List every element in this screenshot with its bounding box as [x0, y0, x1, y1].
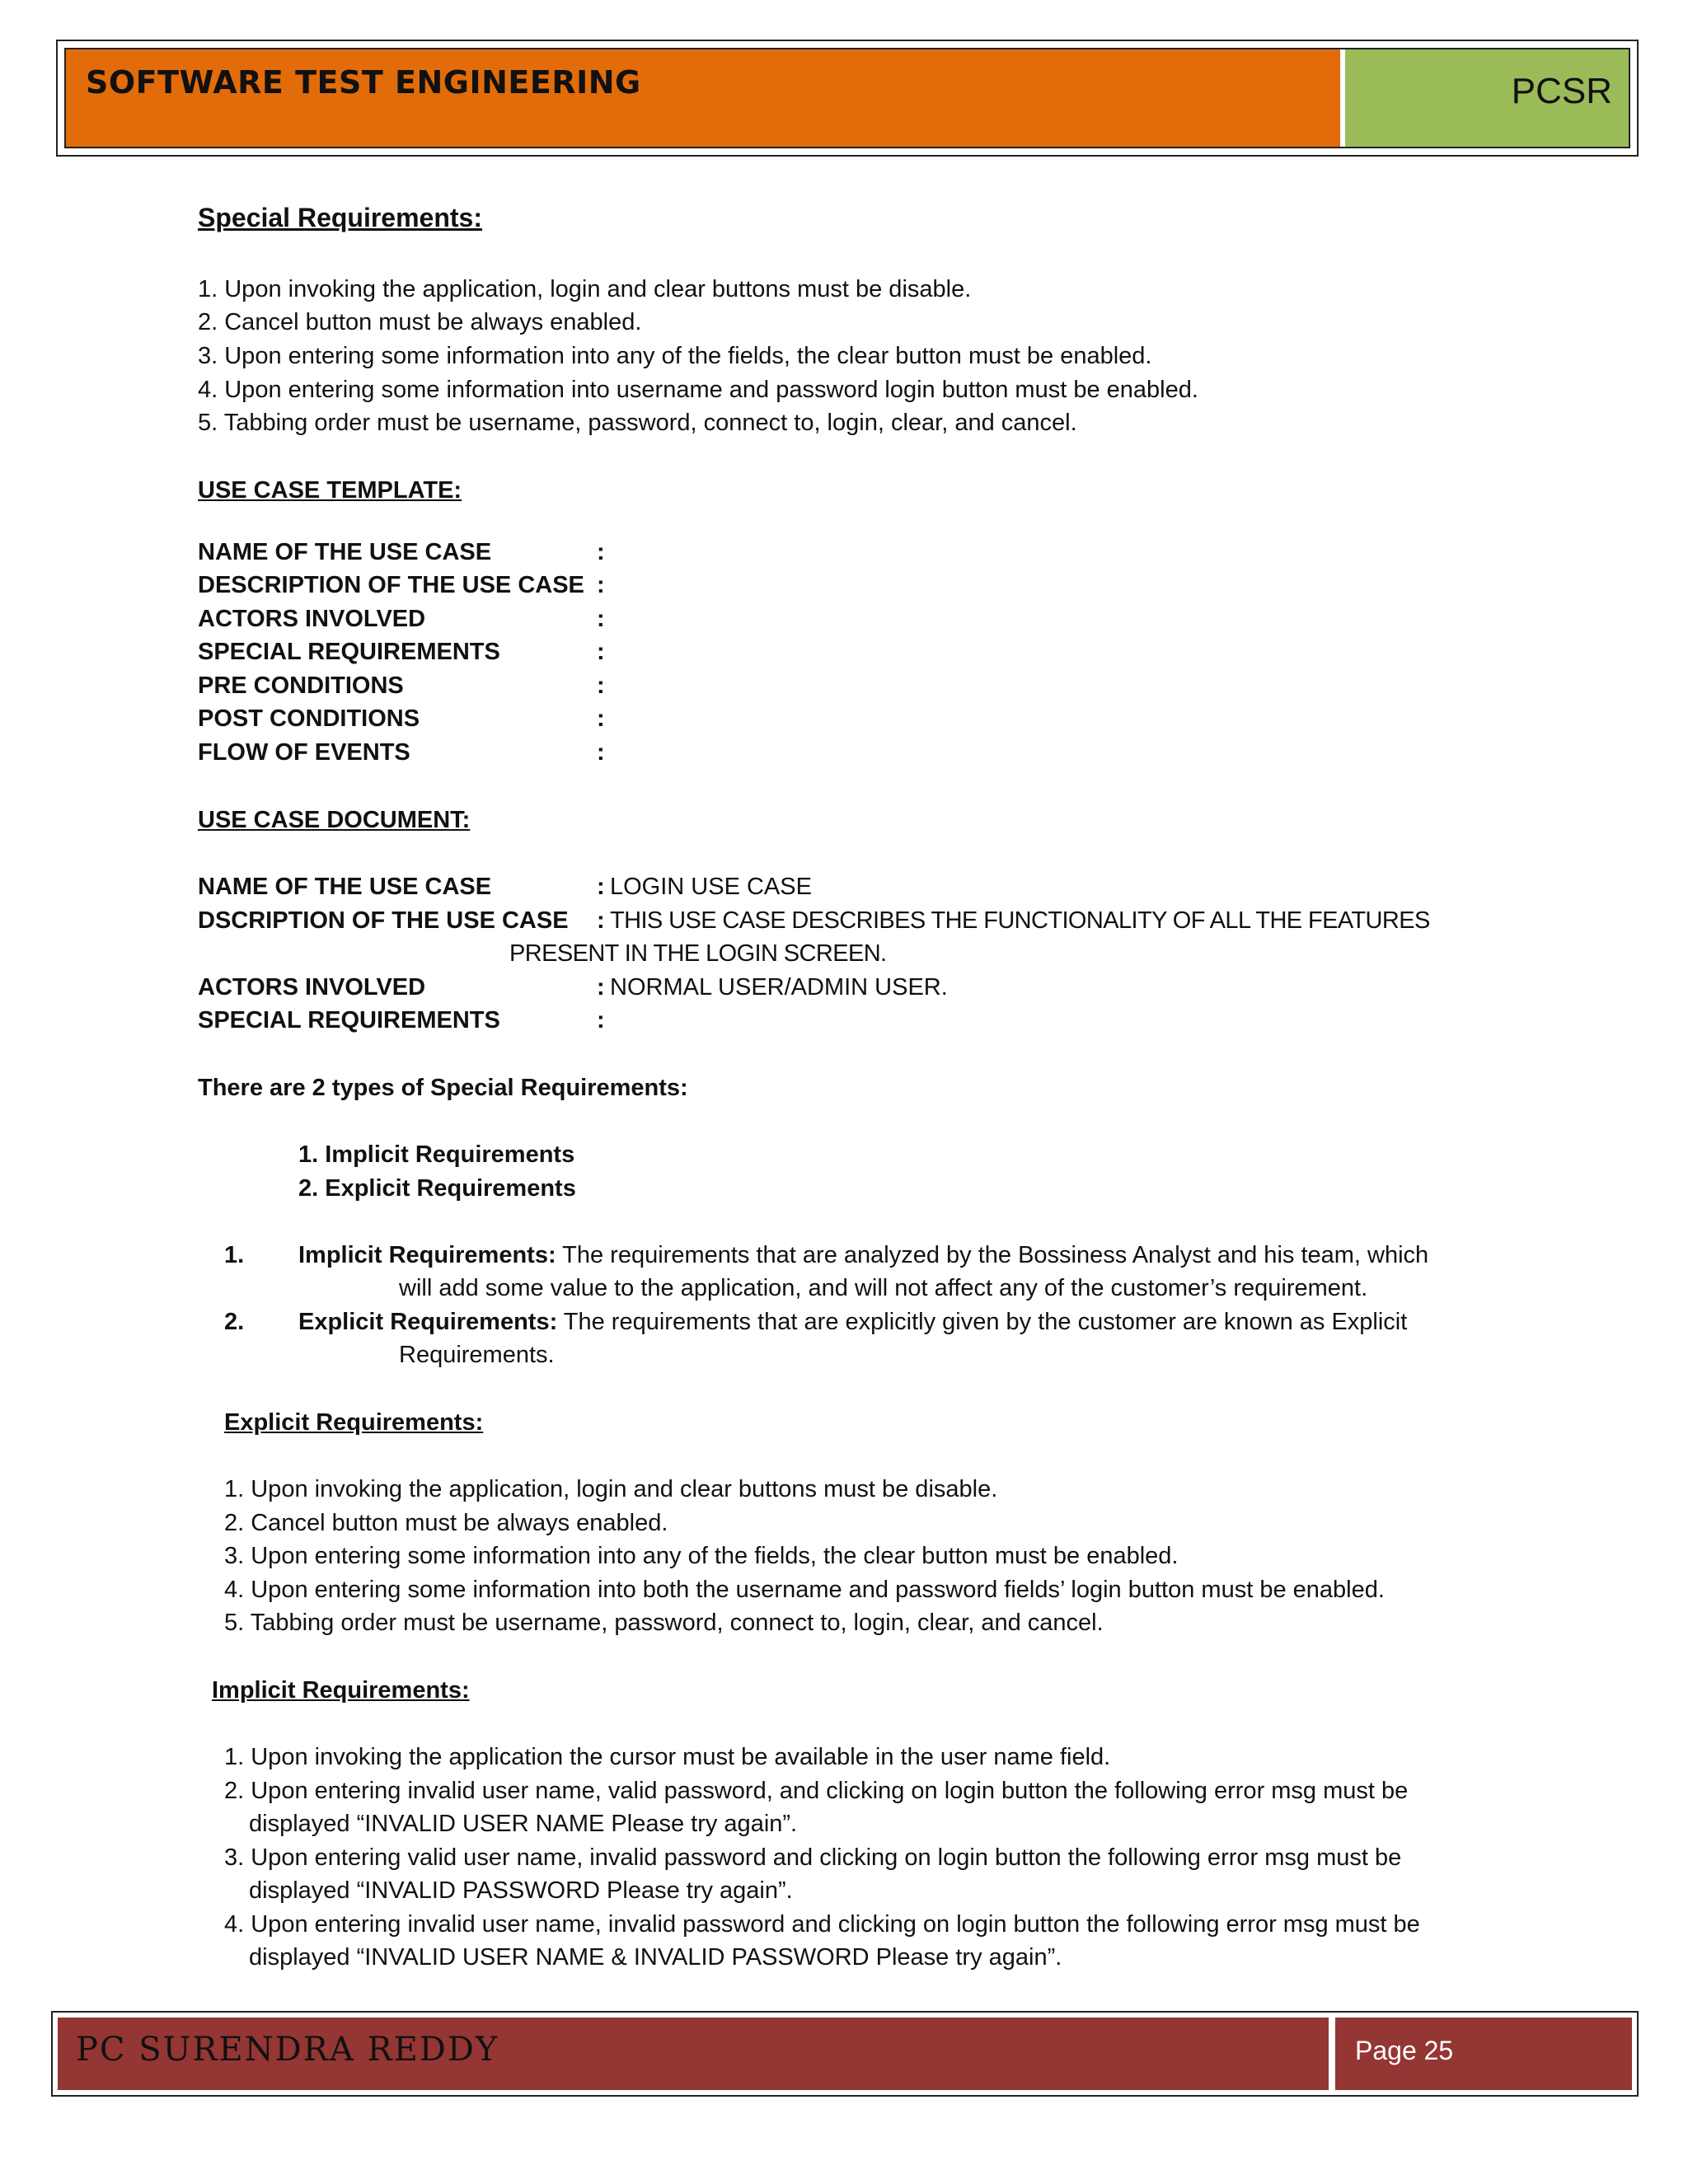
template-colon: :	[597, 539, 605, 565]
page-header-inner	[64, 48, 1630, 148]
document-value-continuation: PRESENT IN THE LOGIN SCREEN.	[509, 940, 887, 967]
definition-implicit	[298, 1240, 1428, 1270]
template-colon: :	[597, 673, 605, 699]
page-footer	[51, 2011, 1639, 2097]
implicit-requirement-line: 1. Upon invoking the application the cursor must be available in the user name field.	[224, 1744, 1111, 1770]
implicit-requirement-line: displayed “INVALID PASSWORD Please try again”.	[249, 1877, 793, 1904]
document-field-value: NORMAL USER/ADMIN USER.	[610, 974, 948, 1001]
template-field-label: NAME OF THE USE CASE	[198, 539, 492, 565]
explicit-requirement-item: 3. Upon entering some information into any of the fields, the clear button must be enabled.	[224, 1543, 1179, 1569]
template-field-label: FLOW OF EVENTS	[198, 739, 410, 766]
implicit-requirement-line: 4. Upon entering invalid user name, invalid password and clicking on login button the following error msg must be	[224, 1911, 1420, 1938]
special-requirements-heading: Special Requirements:	[198, 203, 482, 232]
header-title: SOFTWARE TEST ENGINEERING	[86, 64, 641, 101]
implicit-requirement-line: 2. Upon entering invalid user name, valid password, and clicking on login button the following error msg must be	[224, 1778, 1409, 1804]
footer-page-panel	[1335, 2018, 1632, 2090]
definition-continuation: will add some value to the application, and will not affect any of the customer’s requirement.	[399, 1275, 1368, 1301]
special-requirement-item: 5. Tabbing order must be username, password, connect to, login, clear, and cancel.	[198, 410, 1077, 436]
explicit-requirement-item: 5. Tabbing order must be username, password, connect to, login, clear, and cancel.	[224, 1610, 1104, 1636]
explicit-requirement-item: 2. Cancel button must be always enabled.	[224, 1510, 668, 1536]
template-colon: :	[597, 606, 605, 632]
implicit-requirement-line: 3. Upon entering valid user name, invalid password and clicking on login button the following error msg must be	[224, 1844, 1402, 1871]
types-list-item: 1. Implicit Requirements	[298, 1141, 575, 1168]
definition-explicit	[298, 1307, 1407, 1337]
document-field-label: ACTORS INVOLVED	[198, 974, 426, 1001]
implicit-requirement-line: displayed “INVALID USER NAME & INVALID PASSWORD Please try again”.	[249, 1944, 1062, 1971]
document-colon: :	[597, 1007, 605, 1033]
types-list-item: 2. Explicit Requirements	[298, 1175, 576, 1202]
document-field-label: NAME OF THE USE CASE	[198, 874, 492, 900]
special-requirement-item: 1. Upon invoking the application, login and clear buttons must be disable.	[198, 276, 972, 302]
special-requirement-item: 2. Cancel button must be always enabled.	[198, 309, 642, 335]
special-requirement-item: 4. Upon entering some information into username and password login button must be enabled.	[198, 377, 1198, 403]
template-colon: :	[597, 572, 605, 598]
document-field-value: LOGIN USE CASE	[610, 874, 812, 900]
definition-continuation: Requirements.	[399, 1342, 555, 1368]
page-number: Page 25	[1355, 2036, 1454, 2065]
use-case-template-heading: USE CASE TEMPLATE:	[198, 477, 462, 504]
document-colon: :	[597, 907, 605, 934]
page-footer-inner	[58, 2018, 1632, 2090]
document-field-label: SPECIAL REQUIREMENTS	[198, 1007, 500, 1033]
explicit-requirement-item: 4. Upon entering some information into both the username and password fields’ login button must be enabled.	[224, 1577, 1385, 1603]
document-field-value: THIS USE CASE DESCRIBES THE FUNCTIONALITY OF ALL THE FEATURES	[610, 907, 1430, 934]
header-title-panel	[66, 49, 1345, 147]
definition-number: 1.	[224, 1242, 245, 1268]
page-header	[56, 40, 1639, 157]
use-case-document-heading: USE CASE DOCUMENT:	[198, 807, 471, 833]
template-field-label: SPECIAL REQUIREMENTS	[198, 639, 500, 665]
definition-number: 2.	[224, 1309, 245, 1335]
document-colon: :	[597, 874, 605, 900]
explicit-requirements-heading: Explicit Requirements:	[224, 1409, 484, 1436]
template-field-label: ACTORS INVOLVED	[198, 606, 426, 632]
definition-term: Explicit Requirements:	[298, 1309, 558, 1335]
definition-text: The requirements that are explicitly given by the customer are known as Explicit	[557, 1309, 1408, 1335]
template-colon: :	[597, 639, 605, 665]
definition-term: Implicit Requirements:	[298, 1242, 556, 1268]
template-field-label: DESCRIPTION OF THE USE CASE	[198, 572, 584, 598]
template-colon: :	[597, 705, 605, 732]
footer-author: PC SURENDRA REDDY	[76, 2031, 499, 2069]
implicit-requirement-line: displayed “INVALID USER NAME Please try again”.	[249, 1811, 798, 1837]
document-field-label: DSCRIPTION OF THE USE CASE	[198, 907, 569, 934]
types-intro: There are 2 types of Special Requirements:	[198, 1075, 688, 1101]
document-colon: :	[597, 974, 605, 1001]
definition-text: The requirements that are analyzed by the Bossiness Analyst and his team, which	[556, 1242, 1429, 1268]
header-brand-panel	[1345, 49, 1629, 147]
template-field-label: PRE CONDITIONS	[198, 673, 404, 699]
header-brand: PCSR	[1511, 71, 1612, 111]
special-requirement-item: 3. Upon entering some information into any of the fields, the clear button must be enabled.	[198, 343, 1152, 369]
template-colon: :	[597, 739, 605, 766]
implicit-requirements-heading: Implicit Requirements:	[212, 1677, 470, 1704]
template-field-label: POST CONDITIONS	[198, 705, 420, 732]
footer-author-panel	[58, 2018, 1335, 2090]
explicit-requirement-item: 1. Upon invoking the application, login and clear buttons must be disable.	[224, 1476, 998, 1502]
